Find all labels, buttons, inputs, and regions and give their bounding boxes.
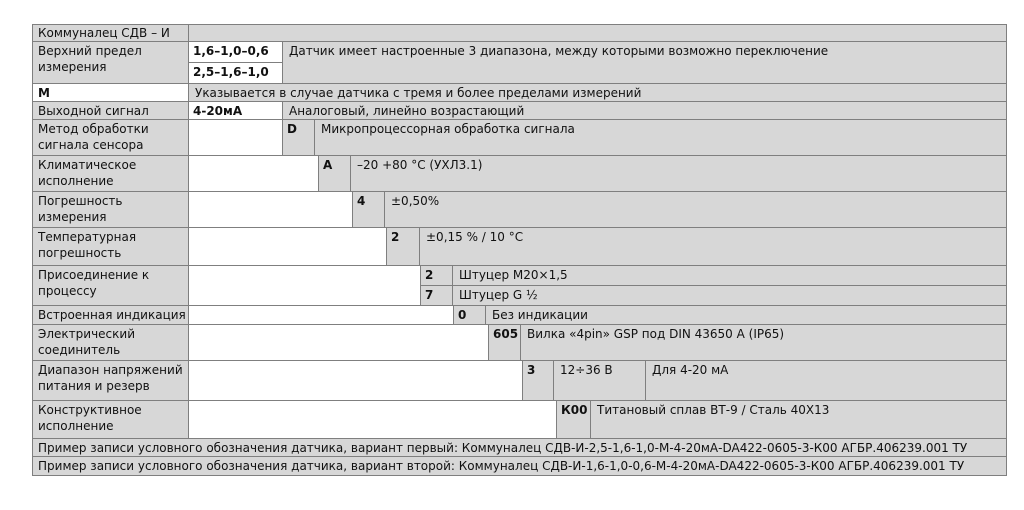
voltage-blank xyxy=(189,361,523,401)
construction-description: Титановый сплав ВТ-9 / Сталь 40Х13 xyxy=(591,401,1007,439)
output-label: Выходной сигнал xyxy=(32,102,189,120)
connection-blank xyxy=(189,266,421,306)
range-code-2: 2,5–1,6–1,0 xyxy=(189,63,283,84)
electrical-blank xyxy=(189,325,489,361)
display-label: Встроенная индикация xyxy=(32,306,189,325)
temp-error-label: Температурная погрешность xyxy=(32,228,189,266)
electrical-description: Вилка «4pin» GSP под DIN 43650 A (IP65) xyxy=(521,325,1007,361)
processing-description: Микропроцессорная обработка сигнала xyxy=(315,120,1007,156)
electrical-label: Электрический соединитель xyxy=(32,325,189,361)
temp-error-description: ±0,15 % / 10 °С xyxy=(420,228,1007,266)
construction-blank xyxy=(189,401,557,439)
processing-code: D xyxy=(283,120,315,156)
accuracy-label: Погрешность измерения xyxy=(32,192,189,228)
table-title: Коммуналец СДВ – И xyxy=(32,24,189,42)
output-code: 4-20мА xyxy=(189,102,283,120)
specification-table xyxy=(32,24,1007,476)
climate-label: Климатическое исполнение xyxy=(32,156,189,192)
voltage-description: 12÷36 В xyxy=(554,361,646,401)
processing-label: Метод обработки сигнала сенсора xyxy=(32,120,189,156)
m-code: М xyxy=(32,84,189,102)
construction-label: Конструктивное исполнение xyxy=(32,401,189,439)
output-description: Аналоговый, линейно возрастающий xyxy=(283,102,1007,120)
display-description: Без индикации xyxy=(486,306,1007,325)
range-description: Датчик имеет настроенные 3 диапазона, между которыми возможно переключение xyxy=(283,42,1007,84)
climate-code: А xyxy=(319,156,351,192)
connection-description-2: Штуцер G ½ xyxy=(453,286,1007,306)
connection-code-1: 2 xyxy=(421,266,453,286)
accuracy-code: 4 xyxy=(353,192,385,228)
construction-code: К00 xyxy=(557,401,591,439)
voltage-code: 3 xyxy=(523,361,554,401)
climate-blank xyxy=(189,156,319,192)
accuracy-blank xyxy=(189,192,353,228)
range-label: Верхний предел измерения xyxy=(32,42,189,84)
example-first: Пример записи условного обозначения датчика, вариант первый: Коммуналец СДВ-И-2,5-1,6-1,0-М-4-20мА-DA422-0605-3-К00 АГБР.406239.001 ТУ xyxy=(32,439,1007,457)
display-code: 0 xyxy=(454,306,486,325)
title-filler xyxy=(189,24,1007,42)
accuracy-description: ±0,50% xyxy=(385,192,1007,228)
connection-description-1: Штуцер М20×1,5 xyxy=(453,266,1007,286)
voltage-label: Диапазон напряжений питания и резерв xyxy=(32,361,189,401)
electrical-code: 605 xyxy=(489,325,521,361)
voltage-description-2: Для 4-20 мА xyxy=(646,361,1007,401)
temp-error-code: 2 xyxy=(387,228,420,266)
connection-code-2: 7 xyxy=(421,286,453,306)
climate-description: –20 +80 °С (УХЛ3.1) xyxy=(351,156,1007,192)
display-blank xyxy=(189,306,454,325)
connection-label: Присоединение к процессу xyxy=(32,266,189,306)
example-second: Пример записи условного обозначения датчика, вариант второй: Коммуналец СДВ-И-1,6-1,0-0,6-М-4-20мА-DA422-0605-3-К00 АГБР.406239.001 ТУ xyxy=(32,457,1007,476)
range-code-1: 1,6–1,0–0,6 xyxy=(189,42,283,63)
processing-blank xyxy=(189,120,283,156)
m-description: Указывается в случае датчика с тремя и более пределами измерений xyxy=(189,84,1007,102)
temp-error-blank xyxy=(189,228,387,266)
